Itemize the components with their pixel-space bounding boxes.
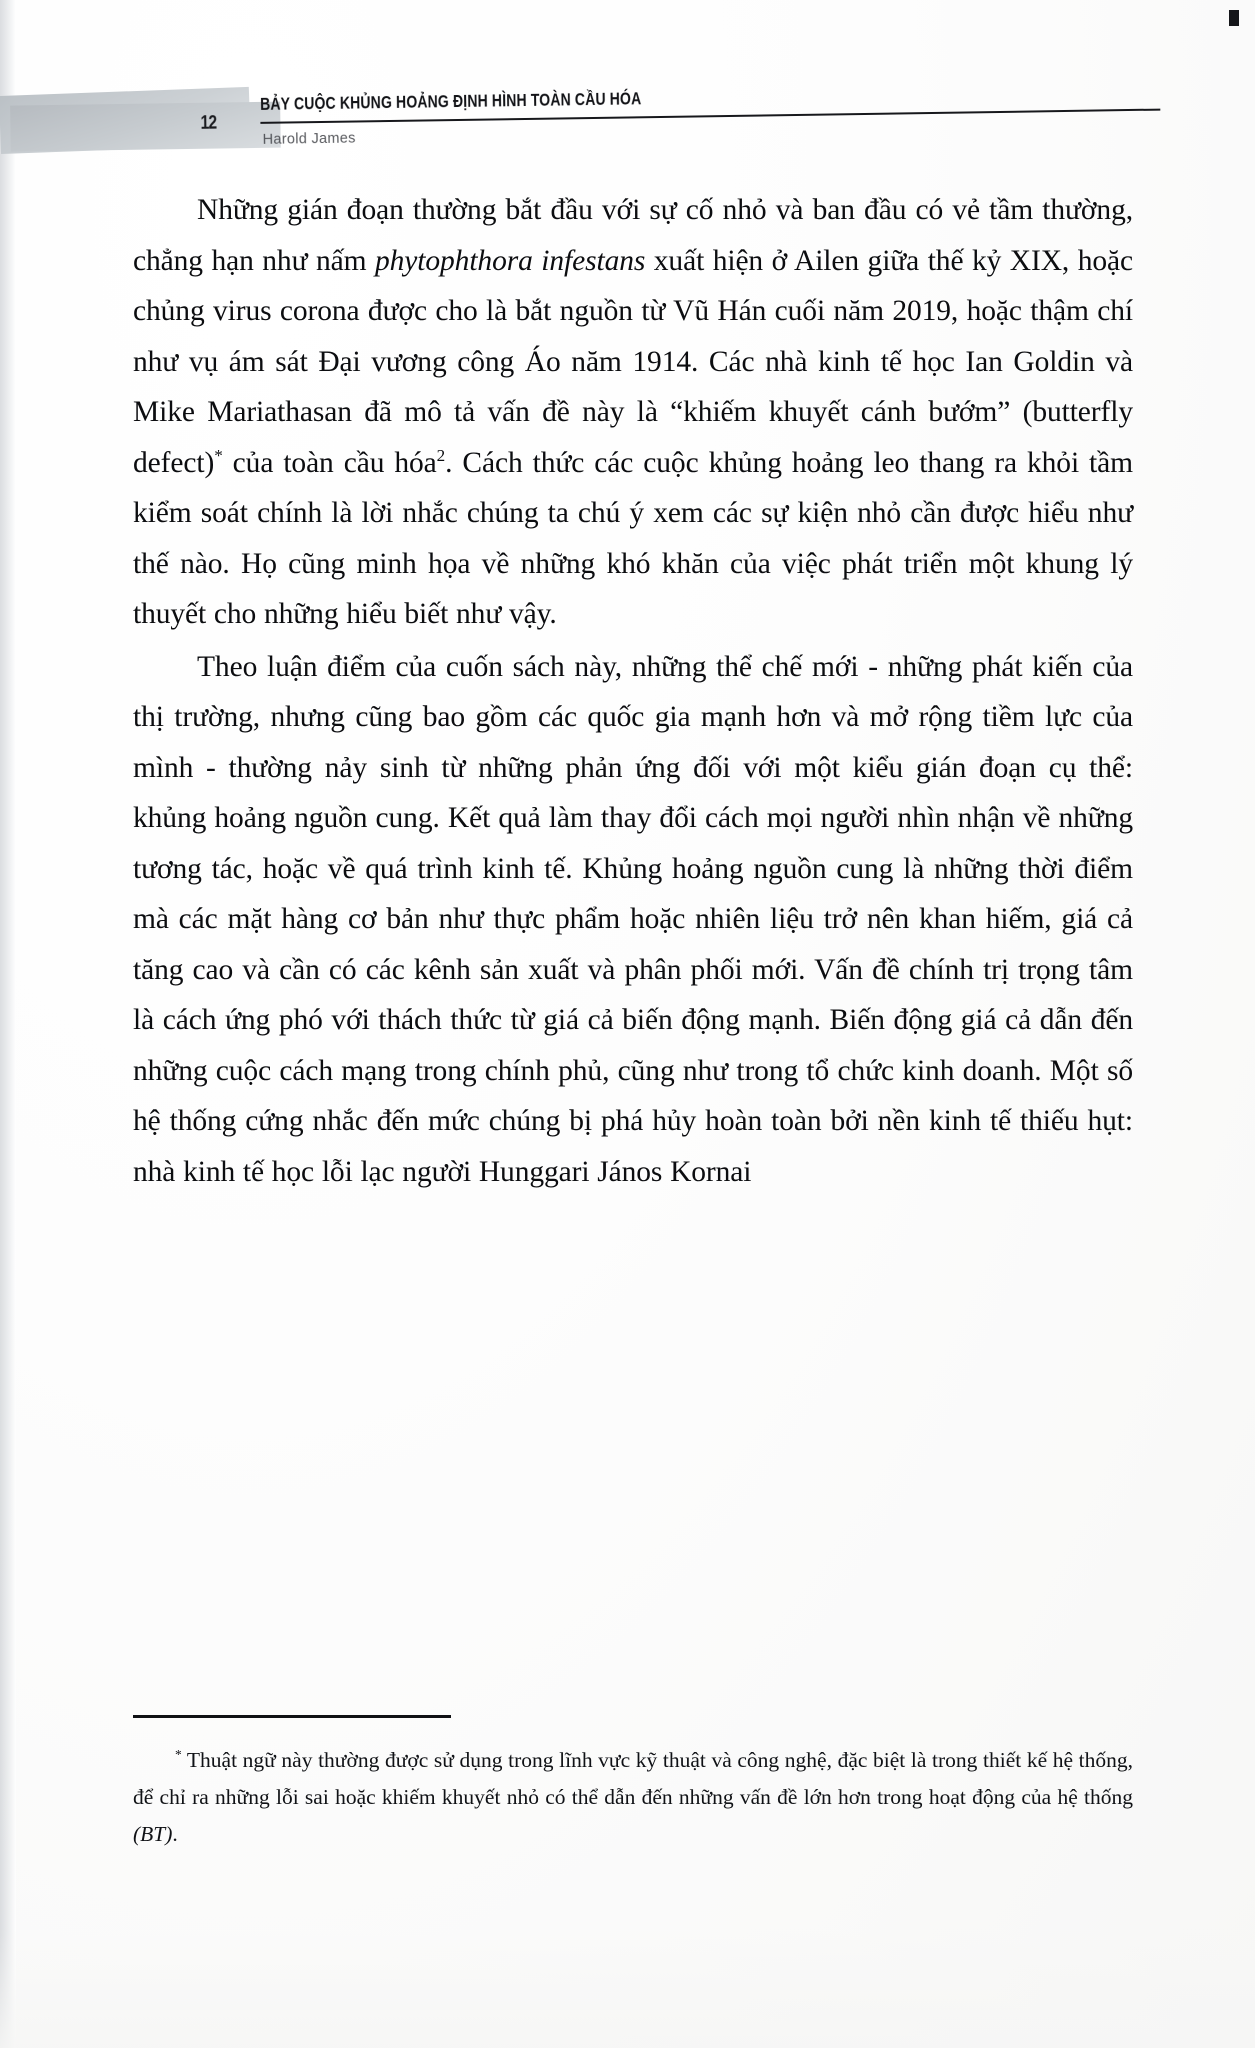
running-head-title: BẢY CUỘC KHỦNG HOẢNG ĐỊNH HÌNH TOÀN CẦU HÓA: [259, 88, 642, 114]
footnote-marker: *: [175, 1746, 182, 1762]
scan-top-marker-artifact: [1229, 10, 1239, 26]
text-run: Theo luận điểm của cuốn sách này, những thể chế mới - những phát kiến của thị trường, nhưng cũng bao gồm các quốc gia mạnh hơn và mở rộng tiềm lực của mình - thường nảy sinh từ những phản ứng đối với một kiểu gián đoạn cụ thể: khủng hoảng nguồn cung. Kết quả làm thay đổi cách mọi người nhìn nhận về những tương tác, hoặc về quá trình kinh tế. Khủng hoảng nguồn cung là những thời điểm mà các mặt hàng cơ bản như thực phẩm hoặc nhiên liệu trở nên khan hiếm, giá cả tăng cao và cần có các kênh sản xuất và phân phối mới. Vấn đề chính trị trọng tâm là cách ứng phó với thách thức từ giá cả biến động mạnh. Biến động giá cả dẫn đến những cuộc cách mạng trong chính phủ, cũng như trong tổ chức kinh doanh. Một số hệ thống cứng nhắc đến mức chúng bị phá hủy hoàn toàn bởi nền kinh tế thiếu hụt: nhà kinh tế học lỗi lạc người Hunggari János Kornai: [133, 650, 1133, 1188]
footnote-block: [133, 1715, 1133, 1853]
italic-run: (BT): [133, 1822, 173, 1846]
text-run: xuất hiện ở Ailen giữa thế kỷ XIX, hoặc chủng virus corona được cho là bắt nguồn từ Vũ Hán cuối năm 2019, hoặc thậm chí như vụ ám sát Đại vương công Áo năm 1914. Các nhà kinh tế học Ian Goldin và Mike Mariathasan đã mô tả vấn đề này là “khiếm khuyết cánh bướm” (butterfly defect): [133, 244, 1133, 479]
footnote-reference: *: [214, 445, 223, 465]
page-number: 12: [200, 112, 217, 134]
footnote-separator-rule: [133, 1715, 451, 1718]
italic-run: phytophthora infestans: [374, 244, 646, 277]
paragraph: [133, 185, 1133, 640]
footnote-text: [133, 1742, 1133, 1853]
page-header: [120, 81, 1160, 148]
text-run: .: [172, 1822, 178, 1846]
text-run: Thuật ngữ này thường được sử dụng trong lĩnh vực kỹ thuật và công nghệ, đặc biệt là trong thiết kế hệ thống, để chỉ ra những lỗi sai hoặc khiếm khuyết nhỏ có thể dẫn đến những vấn đề lớn hơn trong hoạt động của hệ thống: [133, 1748, 1133, 1809]
paragraph: [133, 642, 1133, 1198]
text-run: Những gián đoạn thường bắt đầu với sự cố nhỏ và ban đầu có vẻ tầm thường, chẳng hạn như nấm: [133, 194, 1133, 277]
footnote-reference: 2: [436, 445, 446, 465]
scan-bottom-fade-artifact: [0, 1928, 1255, 2048]
body-text-column: [133, 185, 1133, 1197]
author-byline: Harold James: [262, 130, 356, 148]
scan-left-edge-artifact: [0, 0, 16, 2048]
text-run: . Cách thức các cuộc khủng hoảng leo thang ra khỏi tầm kiểm soát chính là lời nhắc chúng ta chú ý xem các sự kiện nhỏ cần được hiểu như thế nào. Họ cũng minh họa về những khó khăn của việc phát triển một khung lý thuyết cho những hiểu biết như vậy.: [133, 446, 1133, 630]
text-run: của toàn cầu hóa: [222, 446, 437, 479]
